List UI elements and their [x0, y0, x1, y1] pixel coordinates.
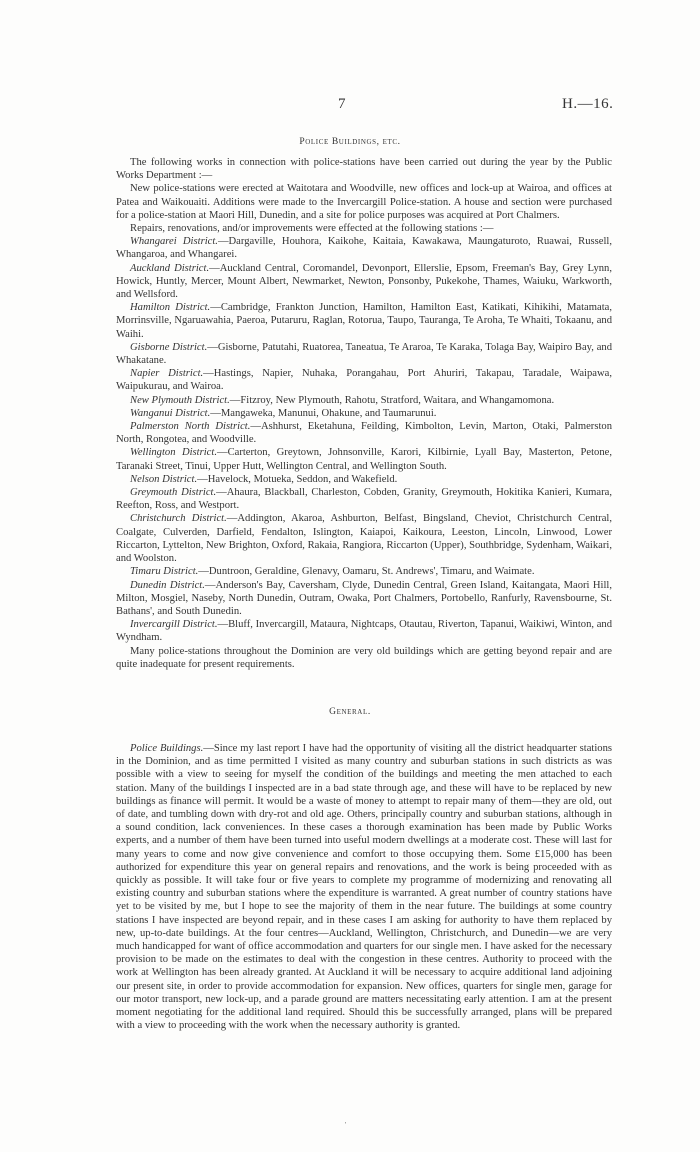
district-stations: —Bluff, Invercargill, Mataura, Nightcaps, Otautau, Riverton, Tapanui, Waikiwi, Winton, and Wyndham.: [116, 619, 612, 644]
general-paragraph: [116, 742, 612, 1032]
district-paragraph-auckland: [116, 262, 612, 302]
district-paragraph-christchurch: [116, 512, 612, 565]
district-name: Palmerston North District.: [130, 421, 251, 433]
district-stations: —Gisborne, Patutahi, Ruatorea, Taneatua, Te Araroa, Te Karaka, Tolaga Bay, Waipiro Bay, and Whakatane.: [116, 341, 613, 367]
district-paragraph-nelson: [116, 473, 612, 486]
document-reference: H.—16.: [562, 96, 614, 112]
district-name: Invercargill District.: [130, 619, 218, 631]
district-paragraph-hamilton: [116, 301, 612, 341]
district-name: Wellington District.: [130, 447, 217, 459]
district-name: Gisborne District.: [130, 341, 208, 353]
district-name: Auckland District.: [130, 262, 210, 274]
district-paragraph-timaru: [116, 565, 612, 578]
district-paragraph-palmerston-north: [116, 420, 612, 446]
district-stations: —Ashhurst, Eketahuna, Feilding, Kimbolton, Levin, Marton, Otaki, Palmerston North, Rongotea, and Woodville.: [116, 421, 612, 446]
page-mark: ': [345, 1121, 347, 1129]
repairs-intro-paragraph: Repairs, renovations, and/or improvements were effected at the following stations :—: [130, 223, 494, 235]
police-buildings-section: [116, 156, 612, 671]
district-paragraph-new-plymouth: [116, 394, 612, 407]
district-stations: —Fitzroy, New Plymouth, Rahotu, Stratford, Waitara, and Whangamomona.: [229, 394, 555, 406]
district-stations: —Duntroon, Geraldine, Glenavy, Oamaru, St. Andrews', Timaru, and Waimate.: [198, 566, 535, 578]
district-paragraph-napier: [116, 367, 612, 393]
district-name: Timaru District.: [130, 566, 199, 578]
district-stations: —Auckland Central, Coromandel, Devonport, Ellerslie, Epsom, Freeman's Bay, Grey Lynn, Howick, Huntly, Mercer, Mount Albert, Newmarket, Newton, Ponsonby, Pukekohe, Thames, Waiuku, Warkworth, and Wellsford.: [116, 262, 612, 301]
page-number: 7: [338, 96, 346, 112]
district-name: New Plymouth District.: [130, 394, 230, 406]
district-paragraph-greymouth: [116, 486, 612, 512]
district-name: Nelson District.: [130, 473, 198, 485]
district-stations: —Cambridge, Frankton Junction, Hamilton, Hamilton East, Katikati, Kihikihi, Matamata, Morrinsville, Ngaruawahia, Paeroa, Putaruru, Raglan, Rotorua, Taupo, Tauranga, Te Aroha, Te Whaiti, Tokaanu, and Waihi.: [116, 302, 612, 340]
district-name: Hamilton District.: [130, 302, 211, 314]
district-stations: —Dargaville, Houhora, Kaikohe, Kaitaia, Kawakawa, Maungaturoto, Ruawai, Russell, Whangaroa, and Whangarei.: [116, 236, 612, 261]
district-name: Napier District.: [130, 368, 204, 380]
district-paragraph-wellington: [116, 446, 612, 472]
district-stations: —Carterton, Greytown, Johnsonville, Karori, Kilbirnie, Lyall Bay, Masterton, Petone, Taranaki Street, Tinui, Upper Hutt, Wellington Central, and Wellington South.: [116, 447, 612, 472]
district-stations: —Havelock, Motueka, Seddon, and Wakefield.: [197, 473, 398, 485]
intro-paragraph: The following works in connection with police-stations have been carried out during the year by the Public Works Department :—: [116, 157, 612, 182]
closing-paragraph: Many police-stations throughout the Dominion are very old buildings which are getting beyond repair and are quite inadequate for present requirements.: [116, 645, 612, 670]
district-stations: —Addington, Akaroa, Ashburton, Belfast, Bingsland, Cheviot, Christchurch Central, Coalgate, Culverden, Darfield, Fendalton, Islington, Kaiapoi, Kaikoura, Leeston, Lincoln, Linwood, Lower Riccarton, Lyttelton, New Brighton, Oxford, Rakaia, Rangiora, Riccarton (Upper), Southbridge, Sydenham, Waikari, and Woolston.: [116, 513, 613, 565]
district-paragraph-dunedin: [116, 579, 612, 619]
district-name: Dunedin District.: [130, 579, 205, 591]
general-section: [116, 742, 612, 1032]
district-name: Greymouth District.: [130, 487, 217, 499]
district-stations: —Hastings, Napier, Nuhaka, Porangahau, Port Ahuriri, Takapau, Taradale, Waipawa, Waipukurau, and Wairoa.: [116, 368, 612, 393]
paragraph-lead: Police Buildings.: [130, 743, 204, 754]
paragraph-body: —Since my last report I have had the opportunity of visiting all the district headquarter stations in the Dominion, and as time permitted I visited as many country and suburban stations in such districts as was possible with a view to seeing for myself the condition of the buildings and meeting the men attached to each station. Many of the buildings I inspected are in a bad state through age, and these will have to be replaced by new buildings as finance will permit. It would be a waste of money to attempt to repair many of them—they are old, out of date, and tumbling down with dry-rot and old age. Others, principally country and suburban stations, although in a sound condition, lack conveniences. In these cases a thorough examination has been made by Public Works experts, and a number of them have been turned into useful modern dwellings at a moderate cost. These will last for many years to come and now give convenience and comfort to those occupying them. Some £15,000 has been authorized for expenditure this year on general repairs and renovations, and the work is being proceeded with as quickly as possible. It will take four or five years to complete my programme of modernizing and renovating all existing country and suburban stations where the expenditure is warranted. A great number of country stations have yet to be visited by me, but I hope to see the majority of them in the near future. The buildings at some country stations I have inspected are beyond repair, and in these cases I am asking for authority to have them replaced by new, up-to-date buildings. At the four centres—Auckland, Wellington, Christchurch, and Dunedin—we are very much handicapped for want of office accommodation and quarters for our single men. I have asked for the necessary provision to be made on the estimates to deal with the congestion in these centres. Authority to proceed with the work at Wellington has been already granted. At Auckland it will be necessary to acquire additional land adjoining our present site, in order to provide accommodation for expansion. New offices, quarters for single men, garage for our motor transport, new lock-up, and a parade ground are matters necessitating early attention. I am at the present moment negotiating for the additional land required. Should this be successfully arranged, plans will be prepared with a view to proceeding with the work when the necessary authority is granted.: [116, 743, 612, 1032]
district-paragraph-whangarei: [116, 235, 612, 261]
district-paragraph-gisborne: [116, 341, 612, 367]
district-name: Whangarei District.: [130, 236, 218, 248]
section-heading-general: General.: [329, 707, 371, 717]
section-heading-police-buildings: Police Buildings, etc.: [299, 137, 401, 147]
district-paragraph-wanganui: [116, 407, 612, 420]
district-stations: —Ahaura, Blackball, Charleston, Cobden, Granity, Greymouth, Hokitika Kanieri, Kumara, Reefton, Ross, and Westport.: [116, 487, 613, 512]
district-name: Wanganui District.: [130, 407, 211, 419]
new-stations-paragraph: New police-stations were erected at Waitotara and Woodville, new offices and lock-up at Wairoa, and offices at Patea and Waikouaiti. Additions were made to the Invercargill Police-station. A house and section were purchased for a police-station at Maori Hill, Dunedin, and a site for police purposes was acquired at Port Chalmers.: [116, 183, 612, 221]
district-stations: —Anderson's Bay, Caversham, Clyde, Dunedin Central, Green Island, Kaitangata, Maori Hill, Milton, Mosgiel, Naseby, North Dunedin, Outram, Owaka, Port Chalmers, Portobello, Ranfurly, Ravensbourne, St. Bathans', and South Dunedin.: [116, 579, 612, 617]
district-stations: —Mangaweka, Manunui, Ohakune, and Taumarunui.: [210, 407, 437, 419]
district-paragraph-invercargill: [116, 618, 612, 644]
district-name: Christchurch District.: [130, 513, 227, 525]
